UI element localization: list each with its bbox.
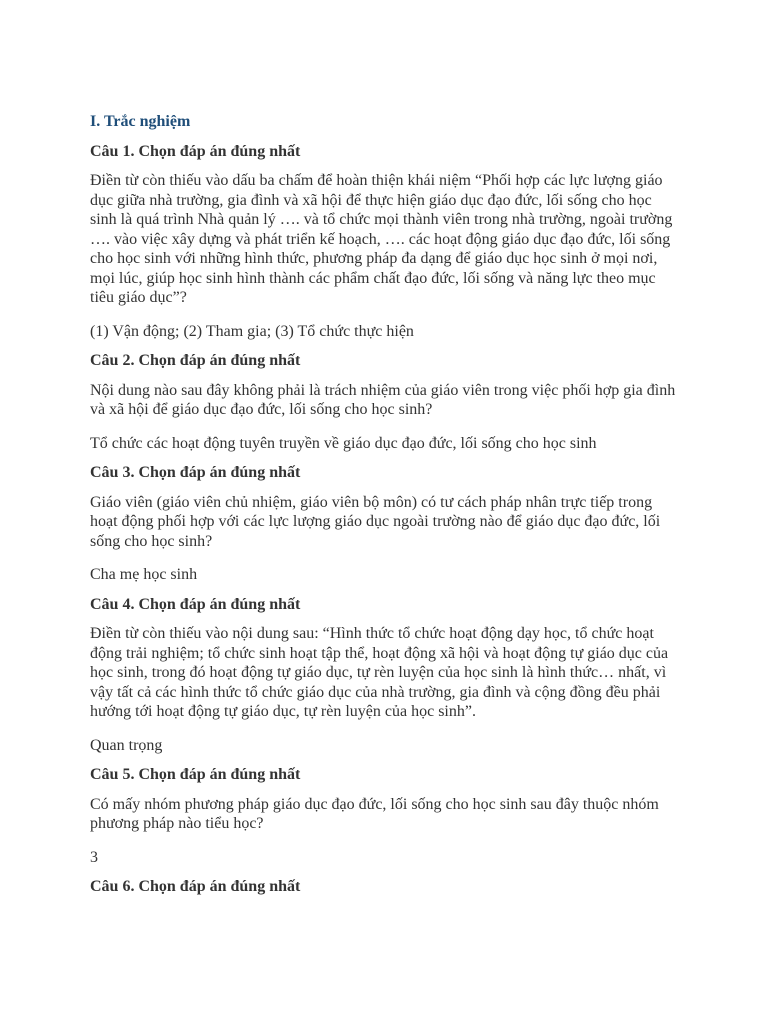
question-text: Điền từ còn thiếu vào nội dung sau: “Hình thức tổ chức hoạt động dạy học, tổ chức hoạt động trải nghiệm; tổ chức sinh hoạt tập thể, hoạt động xã hội và hoạt động tự giáo dục của học sinh, trong đó hoạt động tự giáo dục, tự rèn luyện của học sinh là hình thức… nhất, vì vậy tất cả các hình thức tổ chức giáo dục của nhà trường, gia đình và cộng đồng đều phải hướng tới hoạt động tự giáo dục, tự rèn luyện của học sinh”. — [90, 625, 669, 720]
question-title: Câu 5. Chọn đáp án đúng nhất — [90, 766, 301, 783]
question-text: Giáo viên (giáo viên chủ nhiệm, giáo viên bộ môn) có tư cách pháp nhân trực tiếp trong hoạt động phối hợp với các lực lượng giáo dục ngoài trường nào để giáo dục đạo đức, lối sống cho học sinh? — [90, 493, 661, 550]
question-title: Câu 3. Chọn đáp án đúng nhất — [90, 464, 301, 481]
question-answer: Quan trọng — [90, 736, 163, 754]
section-heading: I. Trắc nghiệm — [90, 113, 191, 130]
question-answer: 3 — [90, 848, 98, 866]
question-answer: Tổ chức các hoạt động tuyên truyền về giáo dục đạo đức, lối sống cho học sinh — [90, 434, 597, 452]
question-text: Điền từ còn thiếu vào dấu ba chấm để hoàn thiện khái niệm “Phối hợp các lực lượng giáo dục giữa nhà trường, gia đình và xã hội để thực hiện giáo dục đạo đức, lối sống cho học sinh là quá trình Nhà quản lý …. và tổ chức mọi thành viên trong nhà trường, ngoài trường …. vào việc xây dựng và phát triển kế hoạch, …. các hoạt động giáo dục đạo đức, lối sống cho học sinh với những hình thức, phương pháp đa dạng để giáo dục học sinh ở mọi nơi, mọi lúc, giúp học sinh hình thành các phẩm chất đạo đức, lối sống và năng lực theo mục tiêu giáo dục”? — [90, 172, 673, 306]
question-answer: (1) Vận động; (2) Tham gia; (3) Tổ chức thực hiện — [90, 322, 414, 340]
question-title: Câu 4. Chọn đáp án đúng nhất — [90, 595, 301, 613]
question-2 — [90, 351, 680, 453]
question-6 — [90, 877, 680, 897]
question-text: Có mấy nhóm phương pháp giáo dục đạo đức, lối sống cho học sinh sau đây thuộc nhóm phương pháp nào tiểu học? — [90, 795, 659, 832]
question-5 — [90, 765, 680, 867]
question-title: Câu 1. Chọn đáp án đúng nhất — [90, 142, 301, 160]
document-page — [90, 112, 680, 907]
question-3 — [90, 463, 680, 585]
question-4 — [90, 595, 680, 756]
question-text: Nội dung nào sau đây không phải là trách nhiệm của giáo viên trong việc phối hợp gia đình và xã hội để giáo dục đạo đức, lối sống cho học sinh? — [90, 381, 676, 418]
question-1 — [90, 142, 680, 342]
question-answer: Cha mẹ học sinh — [90, 566, 198, 583]
question-title: Câu 6. Chọn đáp án đúng nhất — [90, 878, 301, 895]
question-title: Câu 2. Chọn đáp án đúng nhất — [90, 352, 301, 369]
